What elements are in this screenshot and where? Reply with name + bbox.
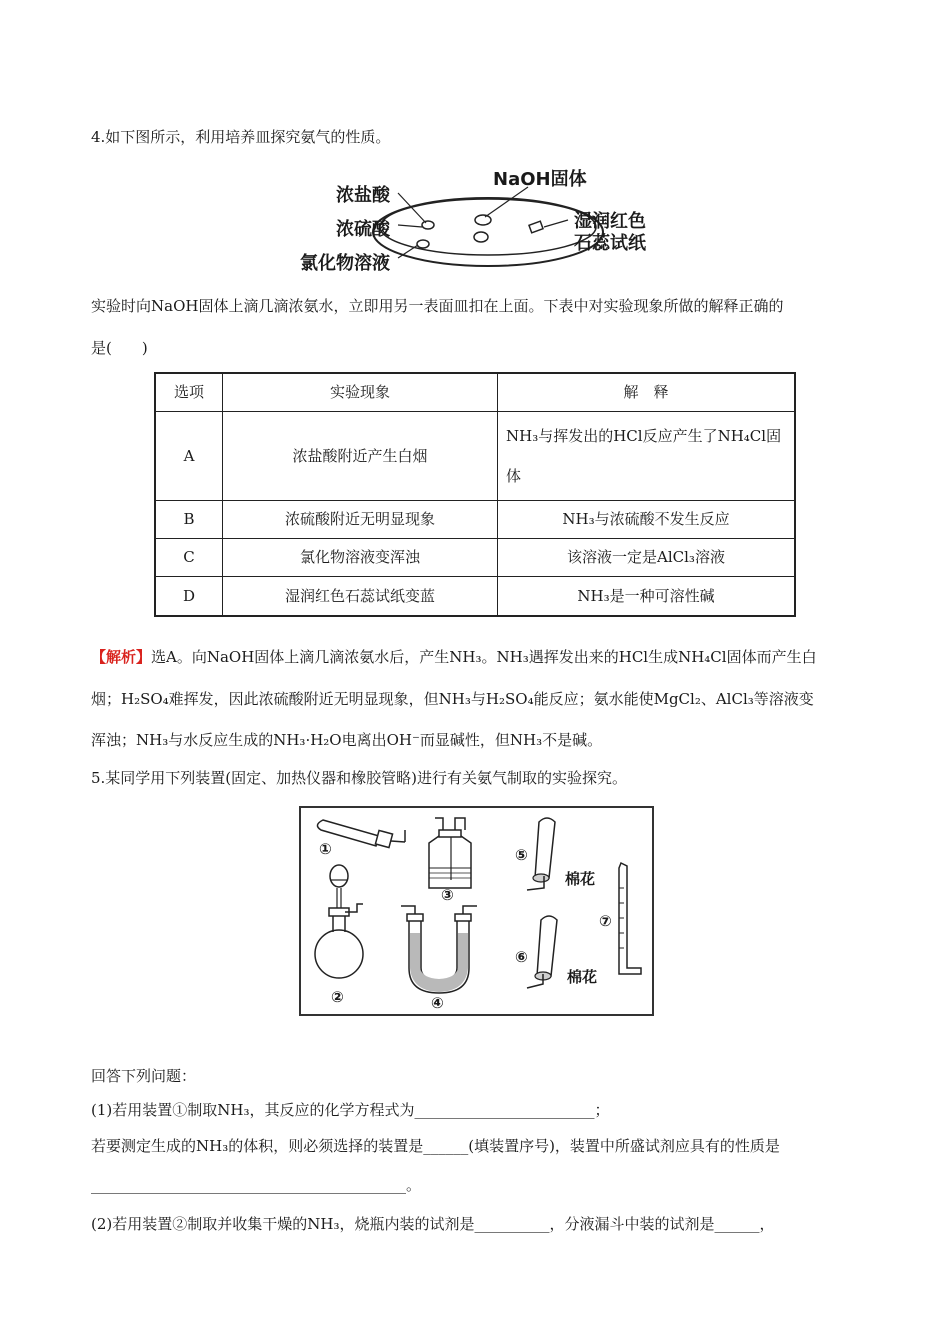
- device-number-6: ⑥: [515, 948, 528, 966]
- row-option: B: [155, 500, 223, 538]
- apparatus-drawing: [301, 808, 652, 1014]
- label-cotton-6: 棉花: [567, 968, 598, 986]
- analysis-line2: 烟；H₂SO₄难挥发，因此浓硫酸附近无明显现象，但NH₃与H₂SO₄能反应；氨水能使MgCl₂、AlCl₃等溶液变: [91, 690, 814, 708]
- q4-stem-line2: 是( ): [91, 339, 148, 357]
- row-option: C: [155, 538, 223, 576]
- analysis-line3: 浑浊；NH₃与水反应生成的NH₃·H₂O电离出OH⁻而显碱性，但NH₃不是碱。: [91, 731, 603, 749]
- header-phenomenon: 实验现象: [223, 373, 498, 411]
- row-explanation: NH₃是一种可溶性碱: [498, 576, 796, 616]
- label-conc-h2so4: 浓硫酸: [336, 219, 390, 240]
- device-number-3: ③: [441, 886, 454, 904]
- row-phenomenon: 氯化物溶液变浑浊: [223, 538, 498, 576]
- row-explanation: NH₃与挥发出的HCl反应产生了NH₄Cl固体: [498, 411, 796, 500]
- table-row: [155, 538, 795, 576]
- q5-part1-line1: (1)若用装置①制取NH₃，其反应的化学方程式为________________________；: [91, 1101, 610, 1119]
- table-row: [155, 576, 795, 616]
- analysis-line1: [91, 646, 817, 667]
- device-number-2: ②: [331, 988, 344, 1006]
- row-explanation: NH₃与浓硫酸不发生反应: [498, 500, 796, 538]
- analysis-tag: 【解析】: [91, 648, 152, 666]
- row-option: D: [155, 576, 223, 616]
- row-phenomenon: 湿润红色石蕊试纸变蓝: [223, 576, 498, 616]
- table-row: [155, 500, 795, 538]
- row-explanation: 该溶液一定是AlCl₃溶液: [498, 538, 796, 576]
- device-number-4: ④: [431, 994, 444, 1012]
- header-explanation: 解 释: [498, 373, 796, 411]
- q4-stem-line1: 实验时向NaOH固体上滴几滴浓氨水，立即用另一表面皿扣在上面。下表中对实验现象所做的解释正确的: [91, 297, 784, 315]
- device-number-5: ⑤: [515, 846, 528, 864]
- label-litmus-2: 石蕊试纸: [574, 233, 646, 254]
- q5-prompt: 回答下列问题：: [91, 1067, 197, 1085]
- device-number-7: ⑦: [599, 912, 612, 930]
- row-phenomenon: 浓硫酸附近无明显现象: [223, 500, 498, 538]
- header-option: 选项: [155, 373, 223, 411]
- row-option: A: [155, 411, 223, 500]
- table-header-row: [155, 373, 795, 411]
- q4-title: 4.如下图所示，利用培养皿探究氨气的性质。: [91, 128, 391, 146]
- table-row: [155, 411, 795, 500]
- q5-title: 5.某同学用下列装置(固定、加热仪器和橡胶管略)进行有关氨气制取的实验探究。: [91, 769, 628, 787]
- row-phenomenon: 浓盐酸附近产生白烟: [223, 411, 498, 500]
- label-chloride-solution: 氯化物溶液: [300, 253, 390, 274]
- label-litmus-1: 湿润红色: [574, 211, 646, 232]
- q5-part2-line1: (2)若用装置②制取并收集干燥的NH₃，烧瓶内装的试剂是__________，分液漏斗中装的试剂是______，: [91, 1215, 775, 1233]
- q5-part1-line3: __________________________________________。: [91, 1176, 422, 1194]
- apparatus-figure: [299, 806, 654, 1016]
- answer-table: [154, 372, 796, 617]
- device-number-1: ①: [319, 840, 332, 858]
- analysis-text: 选A。向NaOH固体上滴几滴浓氨水后，产生NH₃。NH₃遇挥发出来的HCl生成NH₄Cl固体而产生白: [151, 648, 817, 666]
- petri-dish-figure: [298, 165, 658, 277]
- q5-part1-line2: 若要测定生成的NH₃的体积，则必须选择的装置是______(填装置序号)，装置中所盛试剂应具有的性质是: [91, 1137, 780, 1155]
- label-naoh-solid: NaOH固体: [493, 169, 587, 190]
- label-cotton-5: 棉花: [565, 870, 596, 888]
- label-conc-hcl: 浓盐酸: [336, 185, 390, 206]
